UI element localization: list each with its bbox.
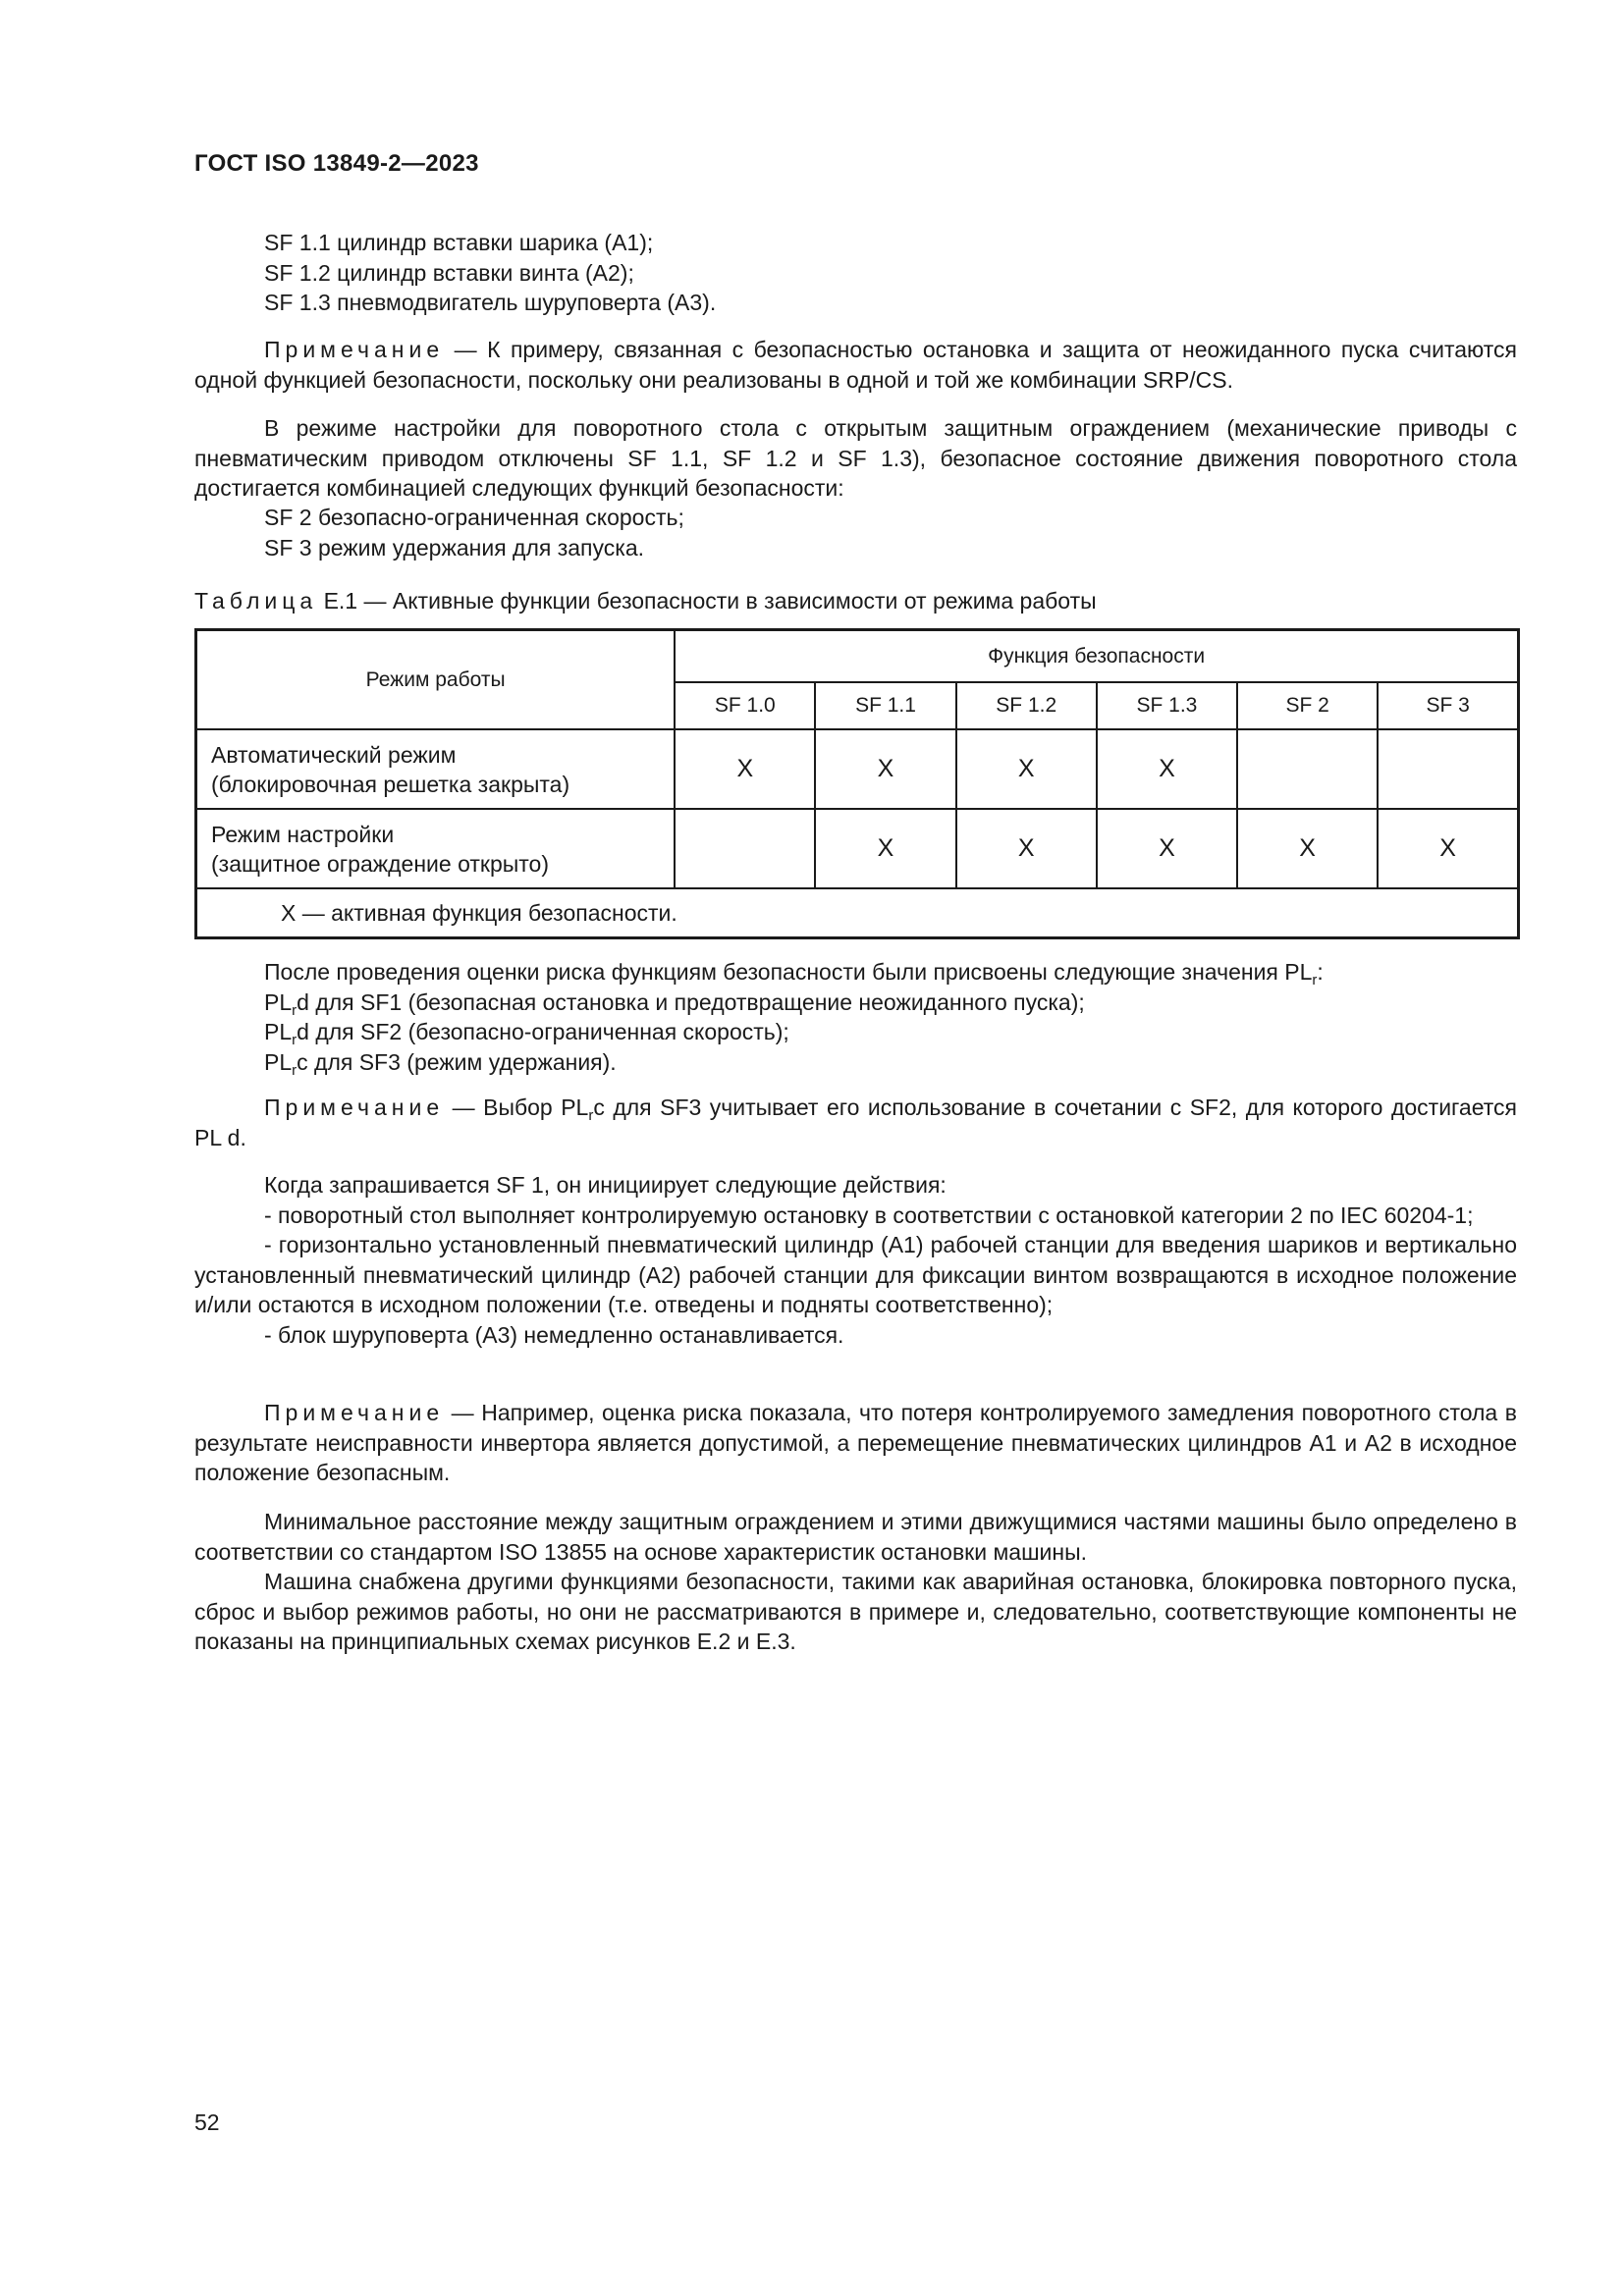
column-header: SF 2 <box>1237 682 1378 729</box>
plr-intro-end: : <box>1317 959 1324 985</box>
sf1-actions <box>194 1170 1517 1350</box>
table-cell <box>675 809 815 888</box>
list-item <box>264 1047 1587 1078</box>
list-item: SF 1.1 цилиндр вставки шарика (A1); <box>264 230 654 255</box>
table-cell <box>1237 729 1378 809</box>
column-header: SF 1.1 <box>815 682 955 729</box>
table-cell: X <box>675 729 815 809</box>
subscript: r <box>292 1032 298 1048</box>
column-header: SF 1.3 <box>1097 682 1237 729</box>
table-legend-row <box>196 888 1519 938</box>
list-item: SF 1.3 пневмодвигатель шуруповерта (A3). <box>264 290 717 315</box>
paragraph-other-functions: Машина снабжена другими функциями безопасности, такими как аварийная остановка, блокировка повторного пуска, сброс и выбор режимов работы, но они не рассматриваются в примере и, следовательно, соответствующие компоненты не показаны на принципиальных схемах рисунков E.2 и E.3. <box>194 1569 1517 1654</box>
table-caption <box>194 586 1517 616</box>
table-row <box>196 729 1519 809</box>
pl-label: PL <box>264 1019 293 1044</box>
paragraph-setup-mode: В режиме настройки для поворотного стола с открытым защитным ограждением (механические приводы с пневматическим приводом отключены SF 1.1, SF 1.2 и SF 1.3), безопасное состояние движения поворотного стола достигается комбинацией следующих функций безопасности: <box>194 415 1517 501</box>
mode-cell <box>196 729 676 809</box>
note-label: Примечание <box>264 1095 445 1120</box>
plr-intro <box>264 957 1587 988</box>
paragraph-distance: Минимальное расстояние между защитным ограждением и этими движущимися частями машины было определено в соответствии со стандартом ISO 13855 на основе характеристик остановки машины. <box>194 1509 1517 1565</box>
table-cell: X <box>1237 809 1378 888</box>
pl-label: PL <box>264 988 293 1015</box>
list-item <box>264 988 1587 1018</box>
list-item: SF 3 режим удержания для запуска. <box>264 534 645 561</box>
table-cell: X <box>1378 809 1518 888</box>
note-text: — Например, оценка риска показала, что потеря контролируемого замедления поворотного стола в результате неисправности инвертора является допустимой, а перемещение пневматических цилиндров A1 и A2 в исходное положение безопасным. <box>194 1400 1517 1485</box>
note-label: Примечание <box>264 337 445 362</box>
column-header: SF 1.0 <box>675 682 815 729</box>
column-header: SF 3 <box>1378 682 1518 729</box>
list-item: - горизонтально установленный пневматический цилиндр (A1) рабочей станции для введения шариков и вертикально установленный пневматический цилиндр (A2) рабочей станции для фиксации винтом возвращаются в исходное положение и/или остаются в исходном положении (т.е. отведены и подняты соответственно); <box>194 1232 1517 1317</box>
mode-cell <box>196 809 676 888</box>
plr-intro-text: После проведения оценки риска функциям безопасности были присвоены следующие значения PL <box>264 959 1313 985</box>
table-legend: X — активная функция безопасности. <box>196 888 1519 938</box>
table-cell: X <box>1097 809 1237 888</box>
document-header: ГОСТ ISO 13849-2—2023 <box>194 150 479 177</box>
list-item: SF 1.2 цилиндр вставки винта (A2); <box>264 259 634 286</box>
plr-block <box>194 957 1587 1077</box>
pl-text: c для SF3 (режим удержания). <box>297 1048 617 1075</box>
function-header: Функция безопасности <box>675 630 1518 683</box>
list-item: - поворотный стол выполняет контролируемую остановку в соответствии с остановкой категории 2 по IEC 60204-1; <box>264 1201 1474 1228</box>
subscript: r <box>1312 972 1318 988</box>
note-1 <box>194 335 1517 395</box>
table-cell: X <box>815 809 955 888</box>
note-text: — К примеру, связанная с безопасностью остановка и защита от неожиданного пуска считаются одной функцией безопасности, поскольку они реализованы в одной и той же комбинации SRP/CS. <box>194 337 1517 393</box>
list-item <box>264 1017 1587 1047</box>
table-cell <box>1378 729 1518 809</box>
list-item: SF 2 безопасно-ограниченная скорость; <box>264 505 684 530</box>
table-cell: X <box>956 729 1097 809</box>
page-number: 52 <box>194 2109 220 2135</box>
pl-label: PL <box>264 1048 293 1075</box>
table-cell: X <box>956 809 1097 888</box>
safety-functions-table <box>194 628 1520 939</box>
sf-list <box>194 228 1587 318</box>
column-header: SF 1.2 <box>956 682 1097 729</box>
note-text: c для SF3 учитывает его использование в сочетании с SF2, для которого достигается PL d. <box>194 1095 1517 1150</box>
note-3 <box>194 1398 1517 1488</box>
subscript: r <box>292 1061 298 1079</box>
sf-list-2 <box>194 503 1587 562</box>
table-caption-label: Таблица <box>194 588 318 614</box>
mode-detail: (защитное ограждение открыто) <box>211 850 550 877</box>
pl-text: d для SF1 (безопасная остановка и предотвращение неожиданного пуска); <box>297 988 1085 1015</box>
list-item: - блок шуруповерта (A3) немедленно останавливается. <box>264 1321 844 1348</box>
mode-name: Автоматический режим <box>211 741 457 768</box>
subscript: r <box>588 1107 594 1124</box>
mode-name: Режим настройки <box>211 821 395 847</box>
note-label: Примечание <box>264 1400 445 1425</box>
note-text: — Выбор PL <box>444 1095 589 1120</box>
note-2 <box>194 1093 1517 1152</box>
mode-header: Режим работы <box>196 630 676 730</box>
sf1-actions-intro: Когда запрашивается SF 1, он инициирует следующие действия: <box>264 1172 947 1198</box>
subscript: r <box>292 1001 298 1019</box>
table-row <box>196 809 1519 888</box>
pl-text: d для SF2 (безопасно-ограниченная скорость); <box>297 1019 789 1044</box>
mode-detail: (блокировочная решетка закрыта) <box>211 771 570 797</box>
table-cell: X <box>815 729 955 809</box>
table-cell: X <box>1097 729 1237 809</box>
table-caption-text: E.1 — Активные функции безопасности в зависимости от режима работы <box>317 588 1097 614</box>
